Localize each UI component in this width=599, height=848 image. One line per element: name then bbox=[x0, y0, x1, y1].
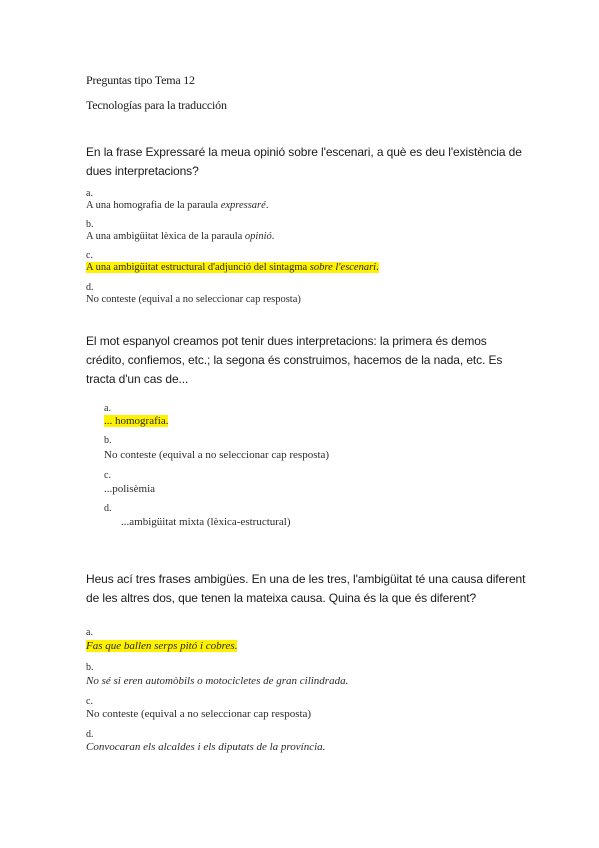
q1-option-b-end: . bbox=[271, 231, 275, 242]
q1-option-b-emphasis: opinió bbox=[244, 231, 272, 242]
q2-option-b-text: No conteste (equival a no seleccionar cap resposta) bbox=[104, 449, 330, 461]
q1-option-a-end: . bbox=[265, 200, 269, 211]
q2-option-a[interactable] bbox=[104, 415, 168, 427]
q1-option-a-text: A una homografia de la paraula bbox=[86, 200, 221, 211]
q2-option-b-letter: b. bbox=[104, 435, 112, 446]
q3-option-b[interactable] bbox=[86, 675, 348, 687]
q2-option-d[interactable] bbox=[121, 516, 291, 528]
q3-option-c-letter: c. bbox=[86, 696, 93, 707]
q3-option-a-letter: a. bbox=[86, 627, 93, 638]
question-2-text: El mot espanyol creamos pot tenir dues interpretacions: la primera és demos crédito, confiemos, etc.; la segona és construimos, hacemos de la nada, etc. Es tracta d'un cas de... bbox=[86, 334, 503, 386]
q3-option-d[interactable] bbox=[86, 741, 325, 753]
q1-option-b-letter: b. bbox=[86, 219, 94, 230]
q3-option-b-text: No sé si eren automòbils o motocicletes de gran cilindrada. bbox=[86, 675, 349, 687]
q1-option-c[interactable] bbox=[86, 262, 379, 273]
q1-option-a-emphasis: expressaré bbox=[220, 200, 266, 211]
q1-option-c-emphasis: sobre l'escenari bbox=[309, 262, 377, 273]
q3-option-c-text: No conteste (equival a no seleccionar cap resposta) bbox=[86, 708, 312, 720]
q1-option-a[interactable] bbox=[86, 200, 268, 211]
q2-option-b[interactable] bbox=[104, 449, 329, 461]
q2-option-c-text: ...polisèmia bbox=[104, 483, 156, 495]
q2-option-a-text: ... homografia. bbox=[104, 415, 169, 427]
q3-option-d-text: Convocaran els alcaldes i els diputats de la província. bbox=[86, 741, 326, 753]
question-1-text: En la frase Expressaré la meua opinió sobre l'escenari, a què es deu l'existència de dues interpretacions? bbox=[86, 145, 522, 178]
q3-option-b-letter: b. bbox=[86, 662, 94, 673]
q2-option-d-text: ...ambigüitat mixta (lèxica-estructural) bbox=[121, 516, 291, 528]
document-title: Preguntas tipo Tema 12 bbox=[86, 73, 195, 87]
q1-option-b[interactable] bbox=[86, 231, 274, 242]
q1-option-c-end: . bbox=[376, 262, 379, 273]
q3-option-d-letter: d. bbox=[86, 729, 94, 740]
q2-option-a-letter: a. bbox=[104, 403, 111, 414]
q1-option-d-letter: d. bbox=[86, 282, 94, 293]
document-subtitle: Tecnologías para la traducción bbox=[86, 98, 227, 112]
q1-option-d-text: No conteste (equival a no seleccionar cap resposta) bbox=[86, 294, 301, 305]
q3-option-a[interactable] bbox=[86, 640, 237, 652]
q1-option-a-letter: a. bbox=[86, 188, 93, 199]
question-3-text: Heus ací tres frases ambigües. En una de les tres, l'ambigüitat té una causa diferent de les altres dos, que tenen la mateixa causa. Quina és la que és diferent? bbox=[86, 572, 526, 605]
q2-option-c-letter: c. bbox=[104, 470, 111, 481]
q3-option-c[interactable] bbox=[86, 708, 311, 720]
q2-option-c[interactable] bbox=[104, 483, 155, 495]
q1-option-c-letter: c. bbox=[86, 250, 93, 261]
q1-option-b-text: A una ambigüitat lèxica de la paraula bbox=[86, 231, 245, 242]
q3-option-a-text: Fas que ballen serps pitó i cobres. bbox=[86, 640, 238, 652]
q2-option-d-letter: d. bbox=[104, 503, 112, 514]
q1-option-c-text: A una ambigüitat estructural d'adjunció del sintagma bbox=[86, 262, 310, 273]
q1-option-c-highlight bbox=[86, 262, 379, 273]
q1-option-d[interactable] bbox=[86, 294, 301, 305]
